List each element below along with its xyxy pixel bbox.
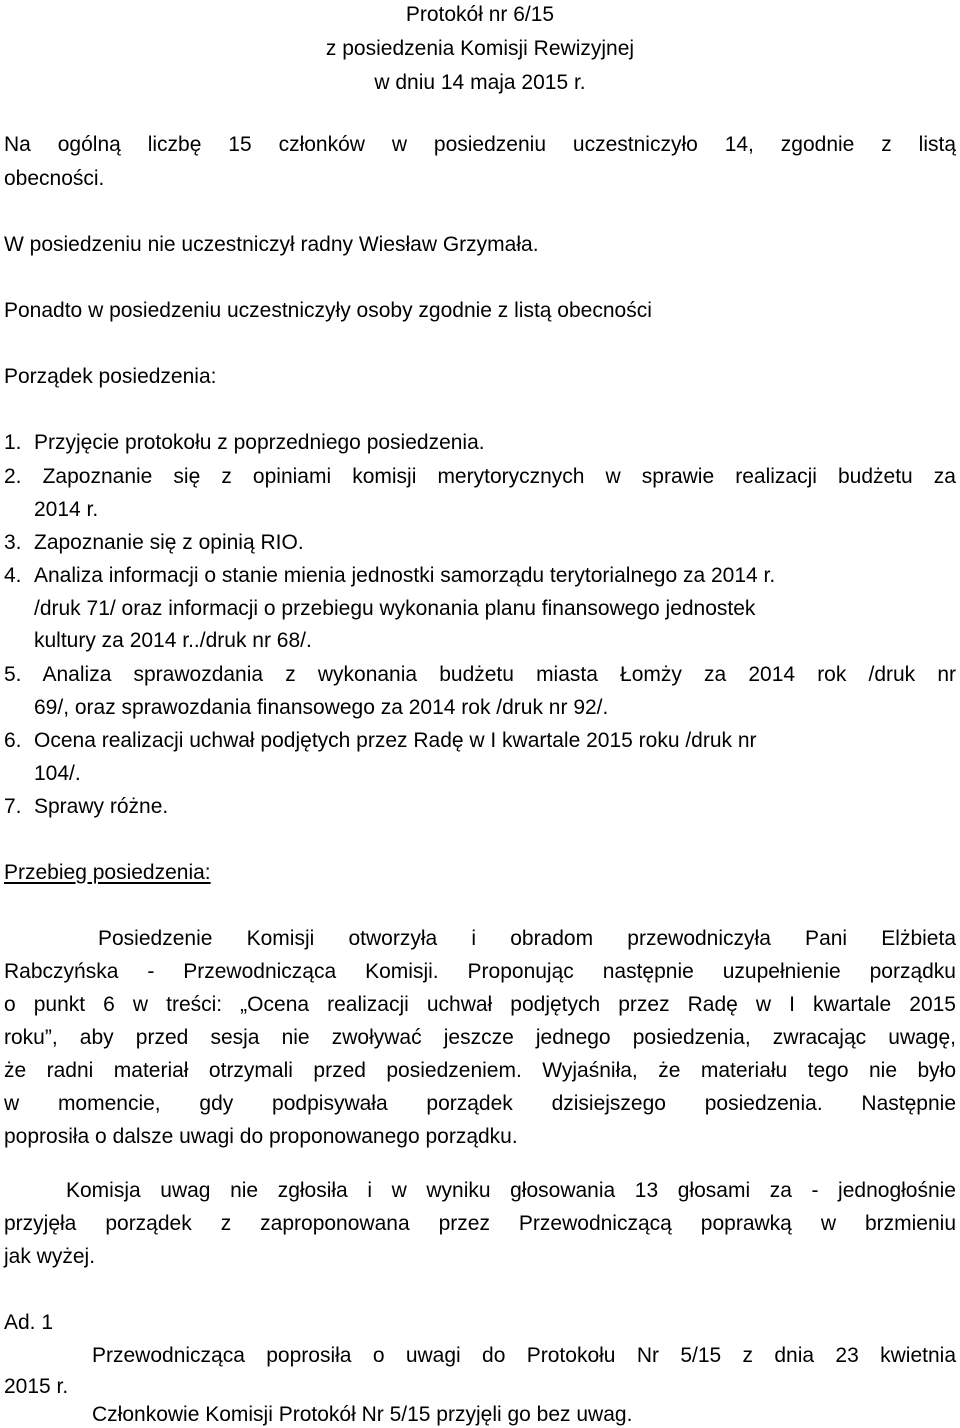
agenda-item-5: 5. Analiza sprawozdania z wykonania budżetu miasta Łomży za 2014 rok /druk nr xyxy=(4,663,956,686)
paragraph-line: o punkt 6 w treści: „Ocena realizacji uchwał podjętych przez Radę w I kwartale 2015 xyxy=(4,993,956,1016)
attendance-line-1: Na ogólną liczbę 15 członków w posiedzeniu uczestniczyło 14, zgodnie z listą xyxy=(4,133,956,156)
document-title: Protokół nr 6/15 xyxy=(405,3,555,26)
agenda-item-3: 3. Zapoznanie się z opinią RIO. xyxy=(4,531,304,554)
attendance-line-2: obecności. xyxy=(4,167,105,190)
agenda-item-6: 6. Ocena realizacji uchwał podjętych przez Radę w I kwartale 2015 roku /druk nr xyxy=(4,729,757,752)
agenda-heading: Porządek posiedzenia: xyxy=(4,365,217,388)
agenda-item-6-cont: 104/. xyxy=(34,762,81,785)
agenda-item-7: 7. Sprawy różne. xyxy=(4,795,169,818)
paragraph-line: roku”, aby przed sesja nie zwoływać jeszcze jednego posiedzenia, zwracając uwagę, xyxy=(4,1026,956,1049)
agenda-item-4-cont-2: kultury za 2014 r../druk nr 68/. xyxy=(34,629,312,652)
paragraph-line: jak wyżej. xyxy=(4,1245,96,1268)
other-attendees-line: Ponadto w posiedzeniu uczestniczyły osoby zgodnie z listą obecności xyxy=(4,299,652,322)
absent-member-line: W posiedzeniu nie uczestniczył radny Wiesław Grzymała. xyxy=(4,233,539,256)
agenda-item-2-cont: 2014 r. xyxy=(34,498,99,521)
agenda-item-4: 4. Analiza informacji o stanie mienia jednostki samorządu terytorialnego za 2014 r. xyxy=(4,564,776,587)
agenda-item-2: 2. Zapoznanie się z opiniami komisji merytorycznych w sprawie realizacji budżetu za xyxy=(4,465,956,488)
agenda-item-5-cont: 69/, oraz sprawozdania finansowego za 2014 rok /druk nr 92/. xyxy=(34,696,609,719)
paragraph-line: Przewodnicząca poprosiła o uwagi do Protokołu Nr 5/15 z dnia 23 kwietnia xyxy=(92,1344,956,1367)
paragraph-line: Posiedzenie Komisji otworzyła i obradom przewodniczyła Pani Elżbieta xyxy=(98,927,956,950)
paragraph-line: Członkowie Komisji Protokół Nr 5/15 przyjęli go bez uwag. xyxy=(92,1403,633,1426)
paragraph-line: przyjęła porządek z zaproponowana przez Przewodniczącą poprawką w brzmieniu xyxy=(4,1212,956,1235)
paragraph-line: Rabczyńska - Przewodnicząca Komisji. Proponując następnie uzupełnienie porządku xyxy=(4,960,956,983)
agenda-item-1: 1. Przyjęcie protokołu z poprzedniego posiedzenia. xyxy=(4,431,485,454)
paragraph-line: w momencie, gdy podpisywała porządek dzisiejszego posiedzenia. Następnie xyxy=(4,1092,956,1115)
proceedings-heading: Przebieg posiedzenia: xyxy=(4,861,211,884)
paragraph-line: że radni materiał otrzymali przed posiedzeniem. Wyjaśniła, że materiału tego nie było xyxy=(4,1059,956,1082)
ad1-label: Ad. 1 xyxy=(4,1311,54,1334)
paragraph-line: poprosiła o dalsze uwagi do proponowanego porządku. xyxy=(4,1125,518,1148)
agenda-item-4-cont-1: /druk 71/ oraz informacji o przebiegu wykonania planu finansowego jednostek xyxy=(34,597,756,620)
paragraph-line: Komisja uwag nie zgłosiła i w wyniku głosowania 13 głosami za - jednogłośnie xyxy=(66,1179,956,1202)
document-date: w dniu 14 maja 2015 r. xyxy=(374,71,586,94)
document-subtitle: z posiedzenia Komisji Rewizyjnej xyxy=(325,37,635,60)
paragraph-line: 2015 r. xyxy=(4,1375,69,1398)
